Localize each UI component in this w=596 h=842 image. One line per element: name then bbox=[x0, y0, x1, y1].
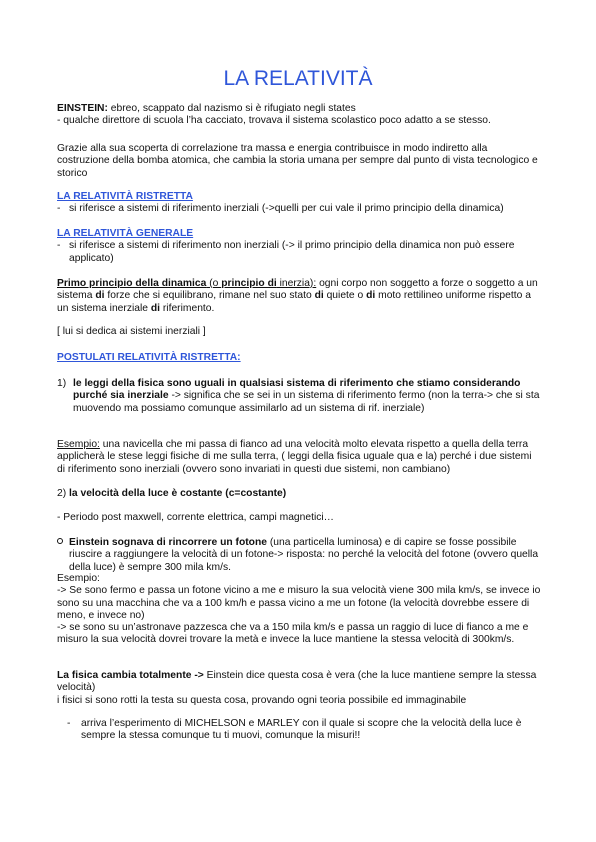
esempio-text: una navicella che mi passa di fianco ad una velocità molto elevata rispetto a quella della terra applicherà le stese leggi fisiche di me sulla terra, ( leggi della fisica uguale qua e la) perché i due sistemi di riferimento sono inerziali (ovvero sono invariati in questi due sistemi, non cambiano) bbox=[57, 439, 532, 475]
dash-marker: - bbox=[57, 203, 61, 215]
intro-line-2: - qualche direttore di scuola l’ha cacciato, trovava il sistema scolastico poco adatto a se stesso. bbox=[57, 115, 491, 127]
page-title: LA RELATIVITÀ bbox=[223, 67, 373, 90]
postulato-1 bbox=[57, 378, 541, 415]
postulato-2-bold: la velocità della luce è costante (c=costante) bbox=[69, 488, 287, 499]
esempio-navicella bbox=[57, 439, 541, 476]
primo-text: riferimento. bbox=[160, 302, 215, 314]
dash-marker: - bbox=[67, 718, 71, 729]
heading-generale: LA RELATIVITÀ GENERALE bbox=[57, 228, 194, 239]
michelson-text: arriva l’esperimento di MICHELSON e MARLEY con il quale si scopre che la velocità della luce è sempre la stessa comunque tu ti muovi, comunque la misuri!! bbox=[81, 718, 522, 742]
sogno-text: (una particella luminosa) e di capire se fosse possibile riuscire a raggiungere la velocità di un fotone-> risposta: no perché la velocità del fotone (ovvero quella della luce) è sempre 300 mila km/s. bbox=[69, 537, 539, 573]
intro-line-1 bbox=[57, 103, 541, 115]
primo-text: quiete o bbox=[323, 290, 367, 302]
esempio-line: -> Se sono fermo e passa un fotone vicino a me e misuro la sua velocità viene 300 mila km/s, se invece io sono su una macchina che va a 100 km/h e passa vicino a me un fotone (la velocità dovrebbe essere di meno, e invece no) bbox=[57, 585, 541, 621]
heading-postulati bbox=[57, 352, 541, 364]
section-generale bbox=[57, 228, 541, 265]
number-marker: 1) bbox=[57, 378, 67, 389]
postulato-1-bold: le leggi della fisica sono uguali in qualsiasi sistema di riferimento che stiamo considerando purché sia inerziale bbox=[73, 378, 521, 402]
list-item-text: si riferisce a sistemi di riferimento inerziali (->quelli per cui vale il primo principio della dinamica) bbox=[69, 203, 504, 215]
primo-text: ogni corpo non soggetto a forze o soggetto a un sistema bbox=[57, 278, 538, 302]
einstein-label: EINSTEIN: bbox=[57, 103, 108, 114]
primo-text: moto rettilineo uniforme rispetto a un sistema inerziale bbox=[57, 290, 531, 314]
list-item bbox=[57, 203, 541, 215]
esempio-label: Esempio: bbox=[57, 573, 100, 584]
heading-ristretta: LA RELATIVITÀ RISTRETTA bbox=[57, 191, 193, 202]
postulato-1-text: -> significa che se sei in un sistema di riferimento fermo (non la terra-> che si sta muovendo ma possiamo comunque assimilarlo ad un sistema di rif. inerziale) bbox=[73, 390, 540, 414]
paragraph-bomba: Grazie alla sua scoperta di correlazione tra massa e energia contribuisce in modo indiretto alla costruzione della bomba atomica, che cambia la storia umana per sempre dal punto di vista tecnologico e storico bbox=[57, 143, 538, 179]
postulato-2 bbox=[57, 488, 541, 500]
periodo-note: - Periodo post maxwell, corrente elettrica, campi magnetici… bbox=[57, 512, 334, 523]
section-ristretta bbox=[57, 191, 541, 216]
intro-block bbox=[57, 103, 541, 128]
fisica-bold: La fisica cambia totalmente -> bbox=[57, 670, 204, 681]
list-item-text: si riferisce a sistemi di riferimento non inerziali (-> il primo principio della dinamica non può essere applicato) bbox=[69, 240, 515, 264]
einstein-sogno-block bbox=[57, 537, 541, 574]
list-item bbox=[57, 718, 541, 743]
number-marker: 2) bbox=[57, 488, 67, 499]
bold-di: di bbox=[95, 290, 105, 302]
fisica-text: Einstein dice questa cosa è vera (che la luce mantiene sempre la stessa velocità) bbox=[57, 670, 537, 694]
bold-di: di bbox=[150, 302, 161, 314]
michelson-block bbox=[57, 718, 541, 743]
bracket-note: [ lui si dedica ai sistemi inerziali ] bbox=[57, 326, 206, 337]
esempio-fotone bbox=[57, 573, 541, 647]
bold-di: di bbox=[366, 290, 376, 302]
fisica-block bbox=[57, 670, 541, 707]
paragraph-primo-principio bbox=[57, 278, 541, 315]
bold-di: di bbox=[314, 290, 324, 302]
esempio-line: -> se sono su un’astronave pazzesca che va a 150 mila km/s e passa un raggio di luce di fianco a me e misuro la sua velocità dovrei trovare la metà e invece la luce mantiene la stessa velocità di 300km/s. bbox=[57, 622, 529, 646]
einstein-text: ebreo, scappato dal nazismo si è rifugiato negli states bbox=[107, 103, 356, 114]
primo-text: forze che si equilibrano, rimane nel suo stato bbox=[104, 290, 315, 302]
inerzia-term: inerzia): bbox=[276, 278, 317, 289]
postulati-heading-text: POSTULATI RELATIVITÀ RISTRETTA: bbox=[57, 352, 241, 363]
dash-marker: - bbox=[57, 240, 61, 252]
circle-bullet-icon bbox=[57, 538, 63, 544]
list-item bbox=[57, 537, 541, 574]
fisica-line-2: i fisici si sono rotti la testa su questa cosa, provando ogni teoria possibile ed immaginabile bbox=[57, 694, 467, 706]
sogno-bold: Einstein sognava di rincorrere un fotone bbox=[69, 537, 267, 548]
primo-principio-term: Primo principio della dinamica bbox=[57, 278, 207, 289]
list-item bbox=[57, 240, 541, 265]
esempio-label: Esempio: bbox=[57, 439, 100, 450]
principio-di-term: principio di bbox=[221, 278, 277, 289]
primo-paren: (o bbox=[206, 278, 222, 289]
numbered-item bbox=[57, 378, 541, 415]
